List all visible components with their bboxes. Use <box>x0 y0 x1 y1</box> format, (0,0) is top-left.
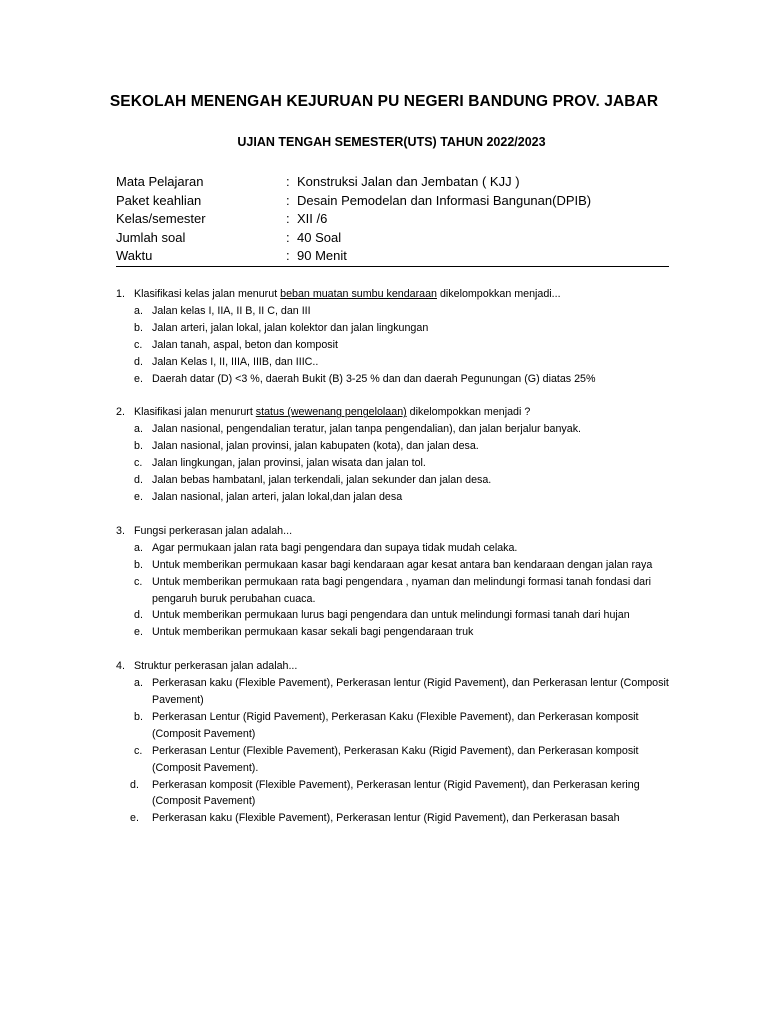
option-a <box>116 421 676 438</box>
option-letter: a. <box>134 304 143 317</box>
option-text: Jalan nasional, jalan arteri, jalan lokal,dan jalan desa <box>152 490 403 503</box>
option-a <box>116 540 676 557</box>
question-number: 1. <box>116 288 125 300</box>
option-a <box>116 675 676 709</box>
stem-underlined-text: beban muatan sumbu kendaraan <box>280 288 438 300</box>
option-e <box>116 371 676 388</box>
option-text: Agar permukaan jalan rata bagi pengendara dan supaya tidak mudah celaka. <box>152 541 518 554</box>
option-text: Jalan nasional, pengendalian teratur, jalan tanpa pengendalian), dan jalan berjalur banyak. <box>152 423 582 436</box>
info-label: Jumlah soal <box>116 229 186 245</box>
info-value: Konstruksi Jalan dan Jembatan ( KJJ ) <box>297 174 520 189</box>
option-letter: d. <box>134 474 143 487</box>
option-letter: d. <box>134 355 143 368</box>
option-text: Daerah datar (D) <3 %, daerah Bukit (B) 3-25 % dan dan daerah Pegunungan (G) diatas 25% <box>152 372 596 385</box>
option-letter: b. <box>134 710 143 723</box>
option-text: Untuk memberikan permukaan kasar sekali bagi pengendaraan truk <box>152 626 474 639</box>
option-letter: c. <box>134 457 143 470</box>
option-letter: a. <box>134 423 143 436</box>
option-list <box>116 675 676 827</box>
option-list <box>116 540 676 641</box>
exam-info-table <box>116 173 676 266</box>
question-4 <box>116 658 676 827</box>
info-row-program <box>116 192 676 211</box>
school-title: SEKOLAH MENENGAH KEJURUAN PU NEGERI BANDUNG PROV. JABAR <box>109 93 659 110</box>
option-text: Perkerasan kaku (Flexible Pavement), Perkerasan lentur (Rigid Pavement), dan Perkerasan basah <box>152 812 620 825</box>
info-row-subject <box>116 173 676 192</box>
option-d <box>116 777 676 811</box>
option-letter: e. <box>134 372 143 385</box>
stem-text-end: dikelompokkan menjadi... <box>437 288 561 300</box>
option-c <box>116 455 676 472</box>
info-colon: : <box>286 192 290 208</box>
option-text: Perkerasan kaku (Flexible Pavement), Perkerasan lentur (Rigid Pavement), dan Perkerasan lentur (Composit Pavement) <box>152 677 669 707</box>
option-text: Untuk memberikan permukaan lurus bagi pengendara dan untuk melindungi formasi tanah dari hujan <box>152 609 630 622</box>
option-d <box>116 354 676 371</box>
stem-text-end: dikelompokkan menjadi ? <box>406 406 531 419</box>
info-colon: : <box>286 248 290 263</box>
option-letter: a. <box>134 677 143 690</box>
stem-text: Klasifikasi jalan menururt <box>134 406 256 419</box>
option-e <box>116 810 676 827</box>
option-b <box>116 709 676 743</box>
stem-underlined-text: status (wewenang pengelolaan) <box>255 406 407 419</box>
option-letter: b. <box>134 321 143 334</box>
option-letter: c. <box>134 575 143 588</box>
stem-text: Fungsi perkerasan jalan adalah... <box>134 524 293 537</box>
option-a <box>116 303 676 320</box>
option-letter: d. <box>130 778 139 791</box>
question-number: 2. <box>116 406 125 419</box>
info-row-question-count <box>116 229 676 248</box>
option-c <box>116 337 676 354</box>
info-label: Mata Pelajaran <box>116 174 204 189</box>
option-text: Jalan bebas hambatanl, jalan terkendali, jalan sekunder dan jalan desa. <box>152 474 492 487</box>
option-list <box>116 421 676 506</box>
option-text: Jalan kelas I, IIA, II B, II C, dan III <box>152 304 311 317</box>
option-text: Jalan lingkungan, jalan provinsi, jalan wisata dan jalan tol. <box>152 457 426 470</box>
question-stem <box>116 404 676 421</box>
option-c <box>116 743 676 777</box>
question-number: 4. <box>116 660 125 673</box>
option-d <box>116 472 676 489</box>
option-e <box>116 489 676 506</box>
option-text: Jalan nasional, jalan provinsi, jalan kabupaten (kota), dan jalan desa. <box>152 440 479 453</box>
option-list <box>116 303 676 388</box>
option-text: Perkerasan Lentur (Rigid Pavement), Perkerasan Kaku (Flexible Pavement), dan Perkerasan komposit (Composit Pavement) <box>152 710 639 740</box>
info-label: Waktu <box>116 248 153 263</box>
info-colon: : <box>286 174 290 189</box>
option-text: Untuk memberikan permukaan rata bagi pengendara , nyaman dan melindungi formasi tanah fondasi dari pengaruh buruk perubahan cuaca. <box>152 575 652 605</box>
option-c <box>116 574 676 608</box>
header-divider <box>116 266 669 267</box>
option-text: Jalan Kelas I, II, IIIA, IIIB, dan IIIC.. <box>152 355 319 368</box>
stem-text: Klasifikasi kelas jalan menurut <box>134 288 281 300</box>
option-text: Untuk memberikan permukaan kasar bagi kendaraan agar kesat antara ban kendaraan dengan jalan raya <box>152 558 653 571</box>
stem-text: Struktur perkerasan jalan adalah... <box>134 660 298 673</box>
info-colon: : <box>286 229 290 245</box>
option-letter: d. <box>134 609 143 622</box>
option-letter: a. <box>134 541 143 554</box>
question-3 <box>116 523 676 641</box>
option-letter: c. <box>134 744 143 757</box>
option-letter: e. <box>134 626 143 639</box>
option-b <box>116 320 676 337</box>
option-d <box>116 607 676 624</box>
question-1 <box>116 286 676 387</box>
option-e <box>116 624 676 641</box>
option-b <box>116 438 676 455</box>
option-text: Perkerasan Lentur (Flexible Pavement), Perkerasan Kaku (Rigid Pavement), dan Perkerasan komposit (Composit Pavement). <box>152 744 639 774</box>
question-stem <box>116 658 676 675</box>
info-colon: : <box>286 211 290 226</box>
question-2 <box>116 404 676 505</box>
option-letter: b. <box>134 558 143 571</box>
option-letter: c. <box>134 338 143 351</box>
question-stem <box>116 523 676 540</box>
option-letter: b. <box>134 440 143 453</box>
option-letter: e. <box>130 812 139 825</box>
option-text: Jalan arteri, jalan lokal, jalan kolektor dan jalan lingkungan <box>152 321 429 334</box>
info-value: 40 Soal <box>297 229 342 245</box>
info-label: Paket keahlian <box>116 192 202 208</box>
info-label: Kelas/semester <box>116 211 206 226</box>
info-value: 90 Menit <box>297 248 347 263</box>
info-value: Desain Pemodelan dan Informasi Bangunan(DPIB) <box>297 192 592 208</box>
option-letter: e. <box>134 490 143 503</box>
question-number: 3. <box>116 524 125 537</box>
info-row-time <box>116 247 676 266</box>
option-text: Perkerasan komposit (Flexible Pavement), Perkerasan lentur (Rigid Pavement), dan Perkerasan kering (Composit Pavement) <box>152 778 640 808</box>
option-text: Jalan tanah, aspal, beton dan komposit <box>152 338 338 351</box>
question-stem <box>116 286 676 303</box>
info-row-class <box>116 210 676 229</box>
info-value: XII /6 <box>297 211 328 226</box>
question-list <box>116 286 676 844</box>
exam-title: UJIAN TENGAH SEMESTER(UTS) TAHUN 2022/2023 <box>237 135 546 149</box>
option-b <box>116 557 676 574</box>
